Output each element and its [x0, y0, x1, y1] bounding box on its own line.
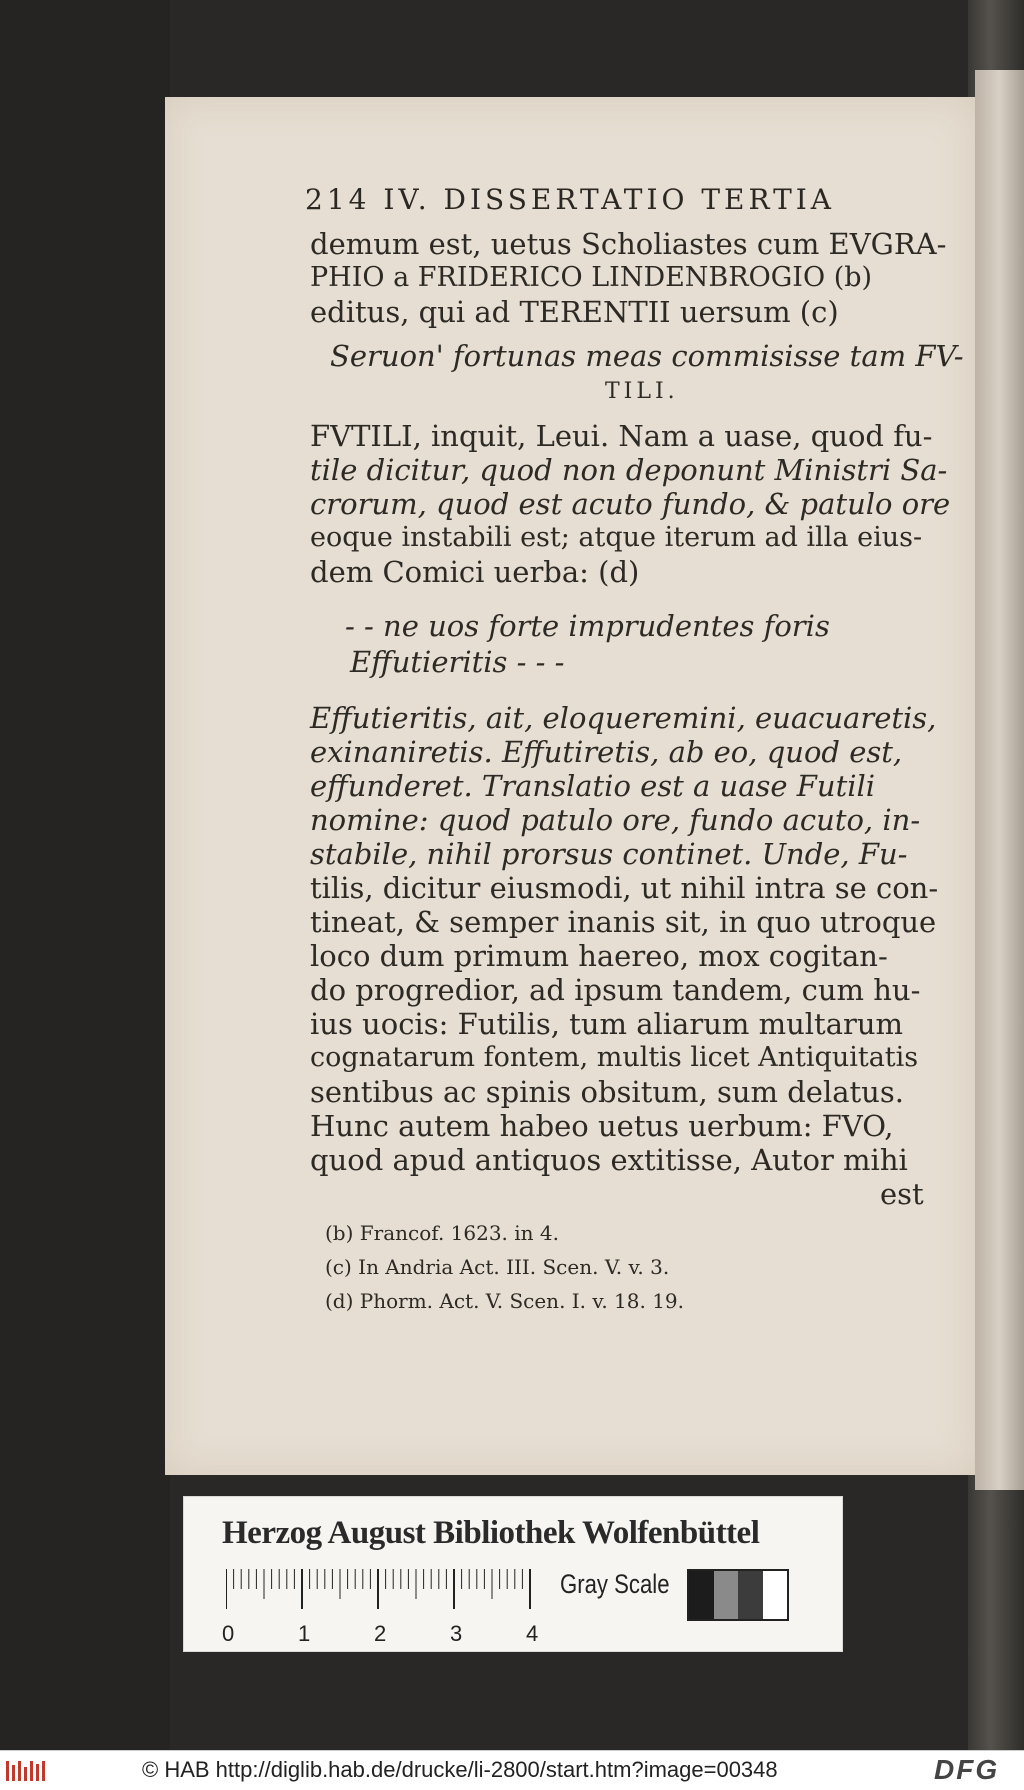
- text-line: sentibus ac spinis obsitum, sum delatus.: [310, 1075, 904, 1109]
- quote-line: TILI.: [605, 379, 679, 404]
- text-line: PHIO a FRIDERICO LINDENBROGIO (b): [310, 262, 873, 293]
- running-head: 214 IV. DISSERTATIO TERTIA: [305, 183, 836, 216]
- text-line: ius uocis: Futilis, tum aliarum multarum: [310, 1007, 904, 1041]
- catchword: est: [880, 1177, 924, 1211]
- footnote: (d) Phorm. Act. V. Scen. I. v. 18. 19.: [325, 1289, 685, 1313]
- text-line: Effutieritis, ait, eloqueremini, euacuaretis,: [310, 701, 937, 735]
- footer-source-link[interactable]: © HAB http://diglib.hab.de/drucke/li-2800/start.htm?image=00348: [142, 1757, 778, 1782]
- gray-scale-label: Gray Scale: [560, 1569, 670, 1599]
- text-line: do progredior, ad ipsum tandem, cum hu-: [310, 973, 921, 1007]
- label-title: Herzog August Bibliothek Wolfenbüttel: [222, 1515, 760, 1551]
- text-line: stabile, nihil prorsus continet. Unde, Fu-: [310, 837, 908, 871]
- gray-scale-swatch: [687, 1569, 789, 1621]
- text-line: exinaniretis. Effutiretis, ab eo, quod est,: [310, 735, 903, 769]
- dfg-logo: DFG: [934, 1754, 1000, 1785]
- footnote: (c) In Andria Act. III. Scen. V. v. 3.: [325, 1255, 670, 1279]
- text-line: cognatarum fontem, multis licet Antiquitatis: [310, 1042, 919, 1073]
- text-line: tineat, & semper inanis sit, in quo utroque: [310, 905, 937, 939]
- text-line: editus, qui ad TERENTII uersum (c): [310, 295, 839, 329]
- text-line: Hunc autem habeo uetus uerbum: FVO,: [310, 1109, 894, 1143]
- book-page: [165, 97, 975, 1475]
- ruler-scale: [226, 1569, 536, 1613]
- next-page-edge: [975, 70, 1024, 1490]
- text-line: eoque instabili est; atque iterum ad illa eius-: [310, 522, 923, 553]
- scale-number: 2: [374, 1621, 387, 1646]
- verse-line: Effutieritis - - -: [350, 645, 565, 679]
- text-line: effunderet. Translatio est a uase Futili: [310, 769, 876, 803]
- text-line: nomine: quod patulo ore, fundo acuto, in-: [310, 803, 921, 837]
- gray-swatch-segment: [689, 1571, 714, 1619]
- scan-background-left: [0, 0, 170, 1750]
- text-line: loco dum primum haereo, mox cogitan-: [310, 939, 888, 973]
- text-line: quod apud antiquos extitisse, Autor mihi: [310, 1143, 908, 1177]
- text-line: FVTILI, inquit, Leui. Nam a uase, quod fu-: [310, 419, 933, 453]
- hab-logo-icon: [6, 1759, 46, 1783]
- text-line: demum est, uetus Scholiastes cum EVGRA-: [310, 227, 947, 261]
- library-label: [183, 1496, 843, 1652]
- text-line: dem Comici uerba: (d): [310, 555, 640, 589]
- quote-line: Seruon' fortunas meas commisisse tam FV-: [330, 339, 964, 373]
- verse-line: - - ne uos forte imprudentes foris: [345, 609, 830, 643]
- text-line: tile dicitur, quod non deponunt Ministri Sa-: [310, 453, 948, 487]
- scale-number: 1: [298, 1621, 311, 1646]
- text-line: tilis, dicitur eiusmodi, ut nihil intra se con-: [310, 871, 939, 905]
- scale-number: 0: [222, 1621, 235, 1646]
- footer-bar: [0, 1750, 1024, 1790]
- scale-number: 3: [450, 1621, 463, 1646]
- text-line: crorum, quod est acuto fundo, & patulo ore: [310, 487, 951, 521]
- scale-number: 4: [526, 1621, 539, 1646]
- gray-swatch-segment: [714, 1571, 739, 1619]
- gray-swatch-segment: [763, 1571, 788, 1619]
- gray-swatch-segment: [738, 1571, 763, 1619]
- footnote: (b) Francof. 1623. in 4.: [325, 1221, 559, 1245]
